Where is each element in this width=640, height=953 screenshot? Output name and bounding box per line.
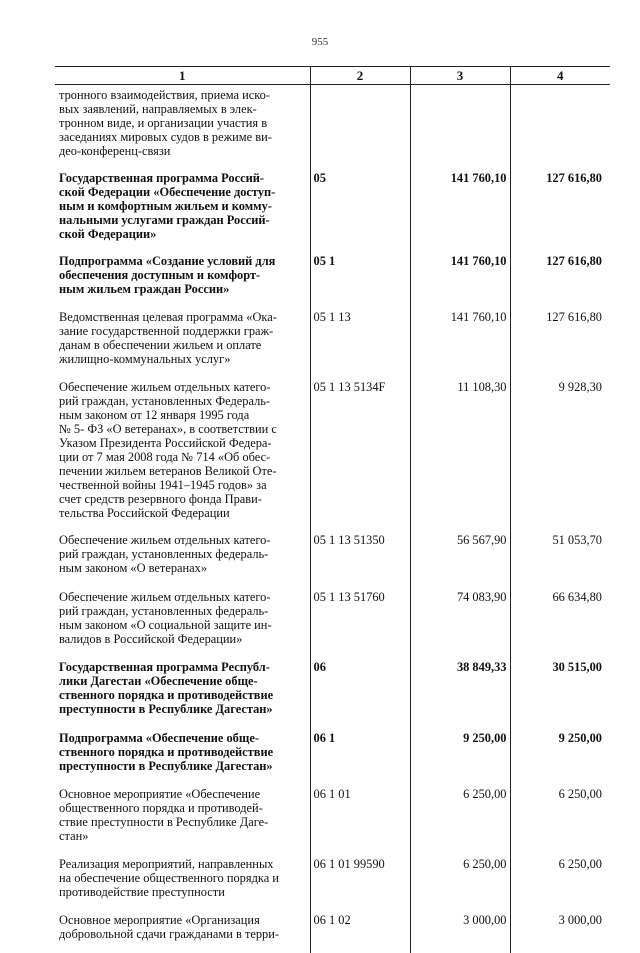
description-line: зание государственной поддержки граж-	[59, 324, 308, 338]
description-line: стан»	[59, 829, 308, 843]
description-line: Обеспечение жильем отдельных катего-	[59, 533, 308, 547]
row-code: 06 1 02	[310, 909, 410, 953]
row-value-col4: 6 250,00	[510, 852, 610, 909]
description-line: обеспечения доступным и комфорт-	[59, 268, 308, 282]
budget-table	[55, 66, 610, 953]
description-line: валидов в Российской Федерации»	[59, 632, 308, 646]
description-line: чественной войны 1941–1945 годов» за	[59, 478, 308, 492]
row-value-col4: 6 250,00	[510, 783, 610, 852]
description-line: ным законом от 12 января 1995 года	[59, 408, 308, 422]
table-row	[55, 586, 610, 656]
description-line: № 5- ФЗ «О ветеранах», в соответствии с	[59, 422, 308, 436]
row-value-col4: 66 634,80	[510, 586, 610, 656]
description-line: рий граждан, установленных Федераль-	[59, 394, 308, 408]
description-line: ствие преступности в Республике Даге-	[59, 815, 308, 829]
row-value-col3: 141 760,10	[410, 250, 510, 306]
description-line: печении жильем ветеранов Великой Оте-	[59, 464, 308, 478]
row-value-col3: 3 000,00	[410, 909, 510, 953]
description-line: вых заявлений, направляемых в элек-	[59, 102, 308, 116]
description-line: ным жильем граждан России»	[59, 282, 308, 296]
description-line: заседаниях мировых судов в режиме ви-	[59, 130, 308, 144]
row-description	[55, 586, 310, 656]
description-line: рий граждан, установленных федераль-	[59, 604, 308, 618]
row-code: 05 1 13 51350	[310, 529, 410, 586]
row-code: 05 1 13	[310, 306, 410, 376]
row-code	[310, 85, 410, 167]
row-value-col3: 38 849,33	[410, 656, 510, 727]
column-header: 4	[510, 67, 610, 85]
description-line: Обеспечение жильем отдельных катего-	[59, 590, 308, 604]
row-description	[55, 376, 310, 529]
row-description	[55, 166, 310, 250]
description-line: данам в обеспечении жильем и оплате	[59, 338, 308, 352]
description-line: ным законом «О социальной защите ин-	[59, 618, 308, 632]
row-code: 05 1 13 51760	[310, 586, 410, 656]
description-line: ным и комфортным жильем и комму-	[59, 199, 308, 213]
row-value-col3	[410, 85, 510, 167]
header-row	[55, 67, 610, 85]
table-row	[55, 166, 610, 250]
description-line: Обеспечение жильем отдельных катего-	[59, 380, 308, 394]
row-code: 06 1 01	[310, 783, 410, 852]
table-body	[55, 85, 610, 953]
description-line: тельства Российской Федерации	[59, 506, 308, 520]
table-row	[55, 909, 610, 953]
table-row	[55, 529, 610, 586]
row-value-col4: 9 928,30	[510, 376, 610, 529]
row-value-col4: 51 053,70	[510, 529, 610, 586]
row-description	[55, 529, 310, 586]
description-line: ственного порядка и противодействие	[59, 688, 308, 702]
row-code: 06	[310, 656, 410, 727]
row-description	[55, 85, 310, 167]
row-value-col3: 6 250,00	[410, 783, 510, 852]
row-value-col3: 9 250,00	[410, 727, 510, 783]
table-row	[55, 727, 610, 783]
row-value-col3: 11 108,30	[410, 376, 510, 529]
description-line: нальными услугами граждан Россий-	[59, 213, 308, 227]
row-value-col3: 56 567,90	[410, 529, 510, 586]
table-row	[55, 783, 610, 852]
description-line: ской Федерации»	[59, 227, 308, 241]
description-line: тронном виде, и организации участия в	[59, 116, 308, 130]
description-line: Реализация мероприятий, направленных	[59, 857, 308, 871]
row-value-col4	[510, 85, 610, 167]
row-code: 05 1 13 5134F	[310, 376, 410, 529]
row-code: 06 1	[310, 727, 410, 783]
row-value-col4: 9 250,00	[510, 727, 610, 783]
description-line: ным законом «О ветеранах»	[59, 561, 308, 575]
row-description	[55, 727, 310, 783]
row-value-col4: 30 515,00	[510, 656, 610, 727]
row-description	[55, 783, 310, 852]
description-line: Основное мероприятие «Организация	[59, 913, 308, 927]
description-line: преступности в Республике Дагестан»	[59, 702, 308, 716]
column-header: 3	[410, 67, 510, 85]
description-line: Государственная программа Республ-	[59, 660, 308, 674]
row-code: 06 1 01 99590	[310, 852, 410, 909]
description-line: рий граждан, установленных федераль-	[59, 547, 308, 561]
row-description	[55, 306, 310, 376]
row-value-col3: 74 083,90	[410, 586, 510, 656]
description-line: Ведомственная целевая программа «Ока-	[59, 310, 308, 324]
table-row	[55, 656, 610, 727]
table-row	[55, 306, 610, 376]
table-row	[55, 85, 610, 167]
description-line: добровольной сдачи гражданами в терри-	[59, 927, 308, 941]
column-header: 2	[310, 67, 410, 85]
row-description	[55, 656, 310, 727]
row-value-col3: 141 760,10	[410, 166, 510, 250]
description-line: ции от 7 мая 2008 года № 714 «Об обес-	[59, 450, 308, 464]
row-description	[55, 250, 310, 306]
description-line: на обеспечение общественного порядка и	[59, 871, 308, 885]
row-value-col4: 127 616,80	[510, 306, 610, 376]
row-value-col4: 127 616,80	[510, 250, 610, 306]
description-line: Подпрограмма «Создание условий для	[59, 254, 308, 268]
description-line: Указом Президента Российской Федера-	[59, 436, 308, 450]
page-number: 955	[0, 36, 640, 48]
description-line: счет средств резервного фонда Прави-	[59, 492, 308, 506]
description-line: ственного порядка и противодействие	[59, 745, 308, 759]
description-line: тронного взаимодействия, приема иско-	[59, 88, 308, 102]
description-line: общественного порядка и противодей-	[59, 801, 308, 815]
description-line: лики Дагестан «Обеспечение обще-	[59, 674, 308, 688]
row-code: 05	[310, 166, 410, 250]
description-line: Государственная программа Россий-	[59, 171, 308, 185]
description-line: део-конференц-связи	[59, 144, 308, 158]
column-header: 1	[55, 67, 310, 85]
description-line: жилищно-коммунальных услуг»	[59, 352, 308, 366]
description-line: ской Федерации «Обеспечение доступ-	[59, 185, 308, 199]
description-line: Подпрограмма «Обеспечение обще-	[59, 731, 308, 745]
row-value-col3: 141 760,10	[410, 306, 510, 376]
row-value-col4: 3 000,00	[510, 909, 610, 953]
table-row	[55, 852, 610, 909]
description-line: Основное мероприятие «Обеспечение	[59, 787, 308, 801]
description-line: противодействие преступности	[59, 885, 308, 899]
row-code: 05 1	[310, 250, 410, 306]
table-row	[55, 376, 610, 529]
row-value-col4: 127 616,80	[510, 166, 610, 250]
row-description	[55, 909, 310, 953]
description-line: преступности в Республике Дагестан»	[59, 759, 308, 773]
row-value-col3: 6 250,00	[410, 852, 510, 909]
row-description	[55, 852, 310, 909]
table-row	[55, 250, 610, 306]
